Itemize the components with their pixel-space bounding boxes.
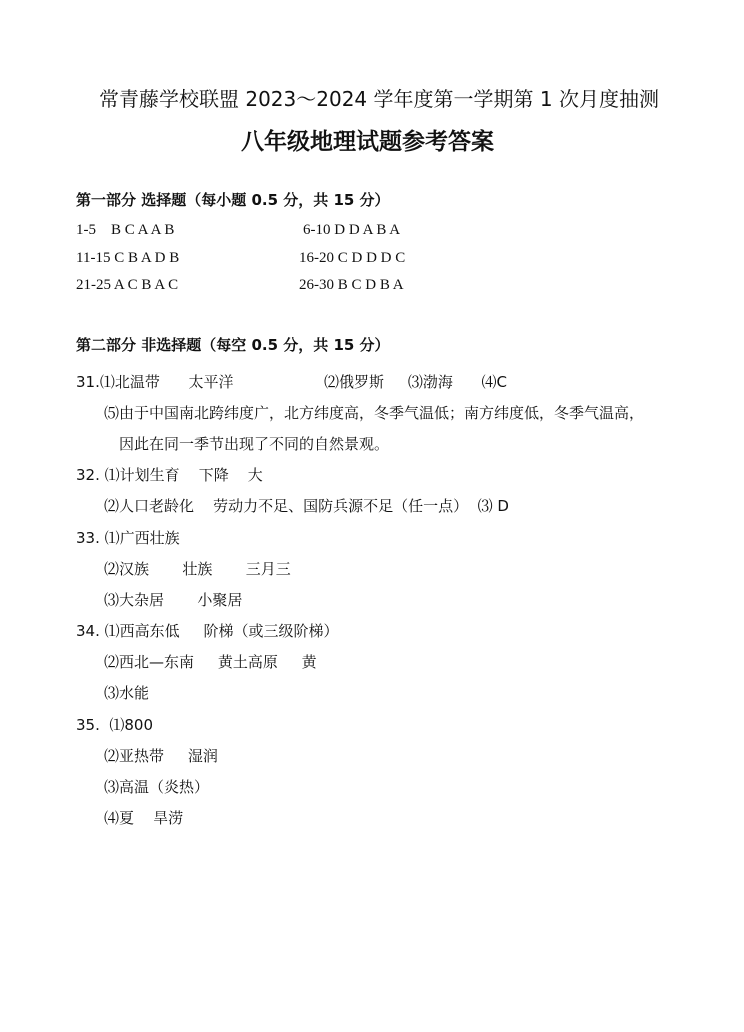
part1-heading: 第一部分 选择题（每小题 0.5 分，共 15 分） [76, 191, 390, 209]
answer-row-right: 6-10 D D A B A [303, 222, 401, 238]
answer-row-right: 26-30 B C D B A [299, 277, 404, 293]
answer-row-left: 11-15 C B A D B [76, 250, 180, 266]
q32-line-1: 32. ⑴计划生育 下降 大 [76, 466, 263, 484]
q35-line-3: ⑶高温（炎热） [104, 778, 210, 796]
exam-title: 常青藤学校联盟 2023～2024 学年度第一学期第 1 次月度抽测 [99, 87, 659, 111]
q31-line-2: ⑸由于中国南北跨纬度广，北方纬度高，冬季气温低；南方纬度低，冬季气温高， [104, 404, 645, 422]
q32-line-2: ⑵人口老龄化 劳动力不足、国防兵源不足（任一点） ⑶ D [104, 497, 509, 515]
q33-line-3: ⑶大杂居 小聚居 [104, 591, 243, 609]
page-title: 八年级地理试题参考答案 [241, 129, 494, 155]
q31-line-1: 31.⑴北温带 太平洋 ⑵俄罗斯 ⑶渤海 ⑷C [76, 373, 507, 391]
answer-row-right: 16-20 C D D D C [299, 250, 406, 266]
answer-row-left: 1-5 B C A A B [76, 222, 175, 238]
q35-line-1: 35. ⑴800 [76, 716, 154, 734]
q34-line-2: ⑵西北—东南 黄土高原 黄 [104, 653, 317, 671]
q34-line-3: ⑶水能 [104, 684, 150, 702]
answer-row-left: 21-25 A C B A C [76, 277, 179, 293]
q35-line-2: ⑵亚热带 湿润 [104, 747, 218, 765]
q33-line-1: 33. ⑴广西壮族 [76, 529, 180, 547]
q35-line-4: ⑷夏 旱涝 [104, 809, 184, 827]
q33-line-2: ⑵汉族 壮族 三月三 [104, 560, 291, 578]
q31-line-3: 因此在同一季节出现了不同的自然景观。 [119, 435, 390, 453]
q34-line-1: 34. ⑴西高东低 阶梯（或三级阶梯） [76, 622, 339, 640]
part2-heading: 第二部分 非选择题（每空 0.5 分，共 15 分） [76, 336, 390, 354]
